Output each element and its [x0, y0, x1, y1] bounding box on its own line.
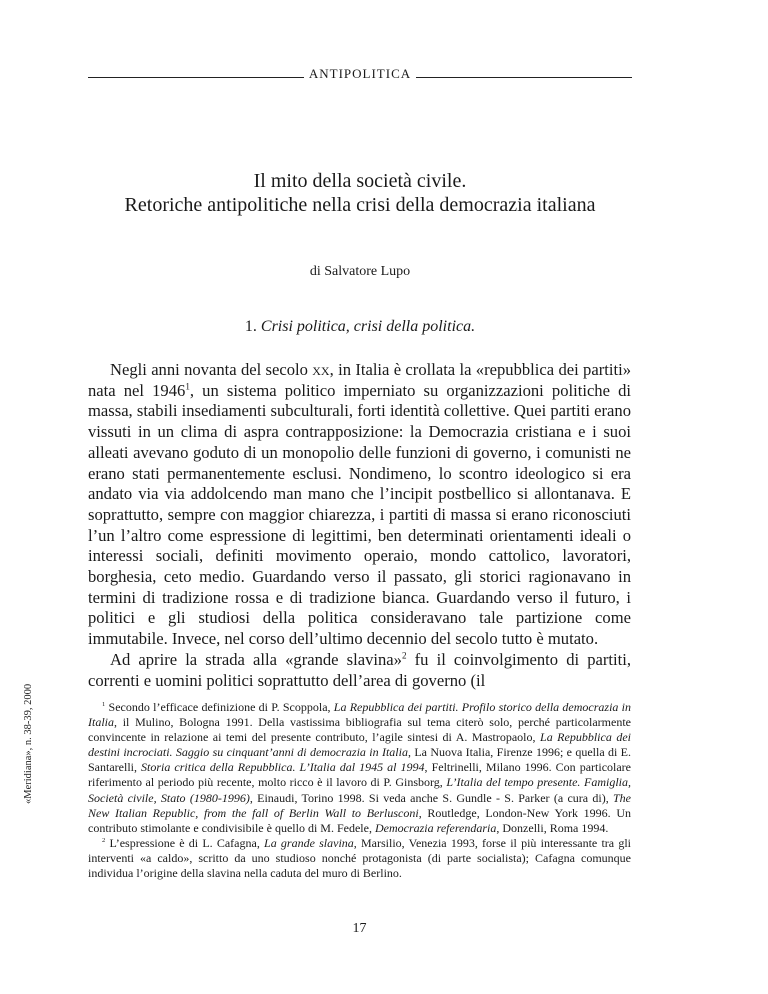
footnote-text: Secondo l’efficace definizione di P. Scoppola,	[105, 700, 334, 714]
footnote-text: , Marsilio, Venezia 1993, forse il più interessante tra gli interventi «a caldo», scritto da uno studioso nonché protagonista (di parte socialista); Cafagna comunque individua l’origine della slavina nella caduta del muro di Berlino.	[88, 835, 631, 881]
page-number: 17	[352, 921, 367, 936]
paragraph-2	[88, 650, 631, 691]
footnote-1	[88, 700, 631, 836]
cited-title: Storia critica della Repubblica. L’Italia dal 1945 al 1994	[141, 760, 425, 775]
body-text	[88, 360, 631, 691]
paragraph-1-text: , in Italia è crollata la «repubblica dei partiti» nata nel 1946	[88, 360, 631, 400]
cited-title: The New Italian Republic, from the fall of Berlin Wall to Berlusconi	[88, 790, 631, 820]
running-head	[88, 64, 632, 84]
paragraph-2-text: Ad aprire la strada alla «grande slavina»	[110, 649, 402, 669]
footnote-ref-1: 1	[185, 381, 190, 392]
footnote-text: , Routledge, London-New York 1996. Un contributo stimolante e condivisibile è quello di M. Fedele,	[88, 805, 631, 835]
footnote-text: , Einaudi, Torino 1998. Si veda anche S. Gundle - S. Parker (a cura di),	[249, 790, 613, 805]
footnote-ref-2: 2	[401, 650, 407, 661]
article-author: di Salvatore Lupo	[309, 264, 411, 279]
footnote-2	[88, 836, 631, 881]
article-title-line-1: Il mito della società civile.	[253, 170, 467, 192]
cited-title: Democrazia referendaria	[374, 820, 497, 835]
footnote-text: , Donzelli, Roma 1994.	[496, 820, 609, 835]
footnote-text: L’espressione è di L. Cafagna,	[105, 835, 265, 850]
footnote-text: , Feltrinelli, Milano 1996. Con particolare riferimento al periodo più recente, molto ricco è il lavoro di P. Ginsborg,	[88, 760, 632, 790]
running-head-rule-left	[88, 77, 304, 78]
footnote-text: , La Nuova Italia, Firenze 1996; e quella di E. Santarelli,	[88, 745, 631, 775]
section-heading	[70, 318, 650, 336]
journal-citation: «Meridiana», n. 38-39, 2000	[23, 683, 34, 804]
century-numeral: xx	[312, 360, 330, 379]
article-title-line-2: Retoriche antipolitiche nella crisi della democrazia italiana	[124, 194, 596, 216]
footnote-2-number: 2	[102, 836, 106, 844]
cited-title: La Repubblica dei partiti. Profilo storico della democrazia in Italia	[88, 700, 631, 730]
article-title	[70, 169, 650, 217]
footnote-1-number: 1	[102, 701, 106, 708]
section-number: 1.	[244, 318, 257, 335]
running-head-rule-right	[416, 77, 632, 78]
paragraph-1-text: Negli anni novanta del secolo	[110, 360, 313, 379]
paragraph-1	[88, 360, 631, 650]
cited-title: La grande slavina	[264, 835, 354, 850]
section-title: Crisi politica, crisi della politica.	[260, 318, 476, 335]
paragraph-1-text: , un sistema politico imperniato su organizzazioni politiche di massa, stabili insediamenti subculturali, forti identità collettive. Quei partiti erano vissuti in un clima di aspra contrapposizione: la Democrazia cristiana e i suoi alleati avevano goduto di un monopolio delle funzioni di governo, i comunisti ne erano stati permanentemente esclusi. Nondimeno, lo scontro ideologico si era andato via via addolcendo man mano che l’incipit postbellico si allontanava. E soprattutto, sempre con maggior chiarezza, i partiti di massa si erano riconosciuti l’un l’altro come espressione di legittimi, ben determinati orientamenti ideali o interessi sociali, definiti movimento operaio, mondo cattolico, lavoratori, borghesia, ceto medio. Guardando verso il passato, gli storici ragionavano in termini di tradizione rossa e di tradizione bianca. Guardando verso il futuro, i politici e gli studiosi della politica consideravano tale partizione come immutabile. Invece, nel corso dell’ultimo decennio del secolo tutto è mutato.	[88, 380, 631, 649]
cited-title: L’Italia del tempo presente. Famiglia, Società civile, Stato (1980-1996)	[88, 775, 631, 805]
footnotes	[88, 700, 631, 881]
cited-title: La Repubblica dei destini incrociati. Saggio su cinquant’anni di democrazia in Italia	[88, 730, 631, 760]
running-head-title: ANTIPOLITICA	[308, 66, 412, 81]
footnote-text: , il Mulino, Bologna 1991. Della vastissima bibliografia sul tema citerò solo, perché particolarmente convincente in relazione ai temi del presente contributo, l’agile sintesi di A. Mastropaolo,	[88, 715, 631, 745]
paragraph-2-text: fu il coinvolgimento di partiti, correnti e uomini politici soprattutto dell’area di governo (il	[88, 649, 631, 690]
